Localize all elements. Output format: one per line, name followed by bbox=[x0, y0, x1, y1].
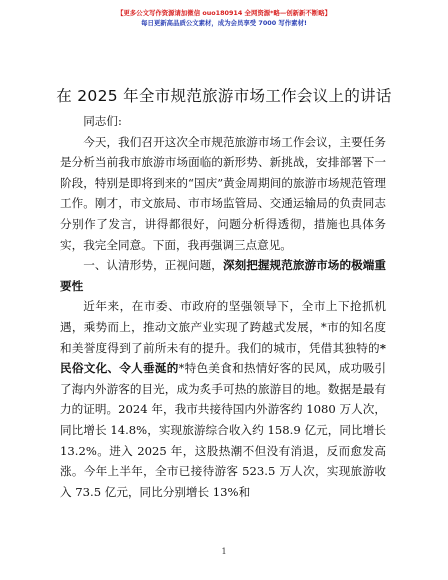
document-title: 在 2025 年全市规范旅游市场工作会议上的讲话 bbox=[56, 87, 392, 105]
promo-banner-line-2: 每日更新高品质公文素材，成为会员享受 7000 写作素材! bbox=[141, 19, 307, 27]
promo-banner bbox=[0, 8, 448, 28]
page-number: 1 bbox=[221, 547, 227, 556]
paragraph-section-1-part-b: *特色美食和热情好客的民风，成功吸引了海内外游客的目光，成为炙手可热的旅游目的地。数据是最有力的证明。2024 年，我市共接待国内外游客约 1080 万人次，同比增长 14.8%，实现旅游综合收入约 158.9 亿元，同比增长 13.2%。进入 2025 年，这股热潮不但没有消退，反而愈发高涨。今年上半年，全市已接待游客 523.5 万人次，实现旅游收入 73.5 亿元，同比分别增长 13%和 bbox=[60, 361, 386, 499]
paragraph-section-1-bold: *民俗文化、令人垂涎的 bbox=[60, 340, 386, 376]
section-heading-1-text bbox=[60, 258, 386, 293]
salutation: 同志们: bbox=[83, 114, 122, 128]
paragraph-section-1 bbox=[60, 296, 386, 502]
promo-banner-line-1: 【更多公文写作资源请加微信 ouo180914 全网资源*略—创新新不断略】 bbox=[117, 9, 331, 17]
document-body bbox=[60, 111, 386, 502]
section-heading-1-lead: 一、认清形势，正视问题， bbox=[83, 258, 223, 273]
section-heading-1 bbox=[60, 255, 386, 296]
section-heading-1-emphasis: 深刻把握规范旅游市场的极端重要性 bbox=[60, 258, 386, 293]
paragraph-intro: 今天，我们召开这次全市规范旅游市场工作会议，主要任务是分析当前我市旅游市场面临的新形势、新挑战，安排部署下一阶段，特别是即将到来的“国庆”黄金周期间的旅游市场规范管理工作。刚才，市文旅局、市市场监管局、交通运输局的负责同志分别作了发言，讲得都很好，问题分析得透彻，措施也具体务实，我完全同意。下面，我再强调三点意见。 bbox=[60, 134, 386, 252]
paragraph-section-1-part-a: 近年来，在市委、市政府的坚强领导下，全市上下抢抓机遇，乘势而上，推动文旅产业实现了跨越式发展，*市的知名度和美誉度得到了前所未有的提升。我们的城市，凭借其独特的 bbox=[60, 299, 386, 355]
